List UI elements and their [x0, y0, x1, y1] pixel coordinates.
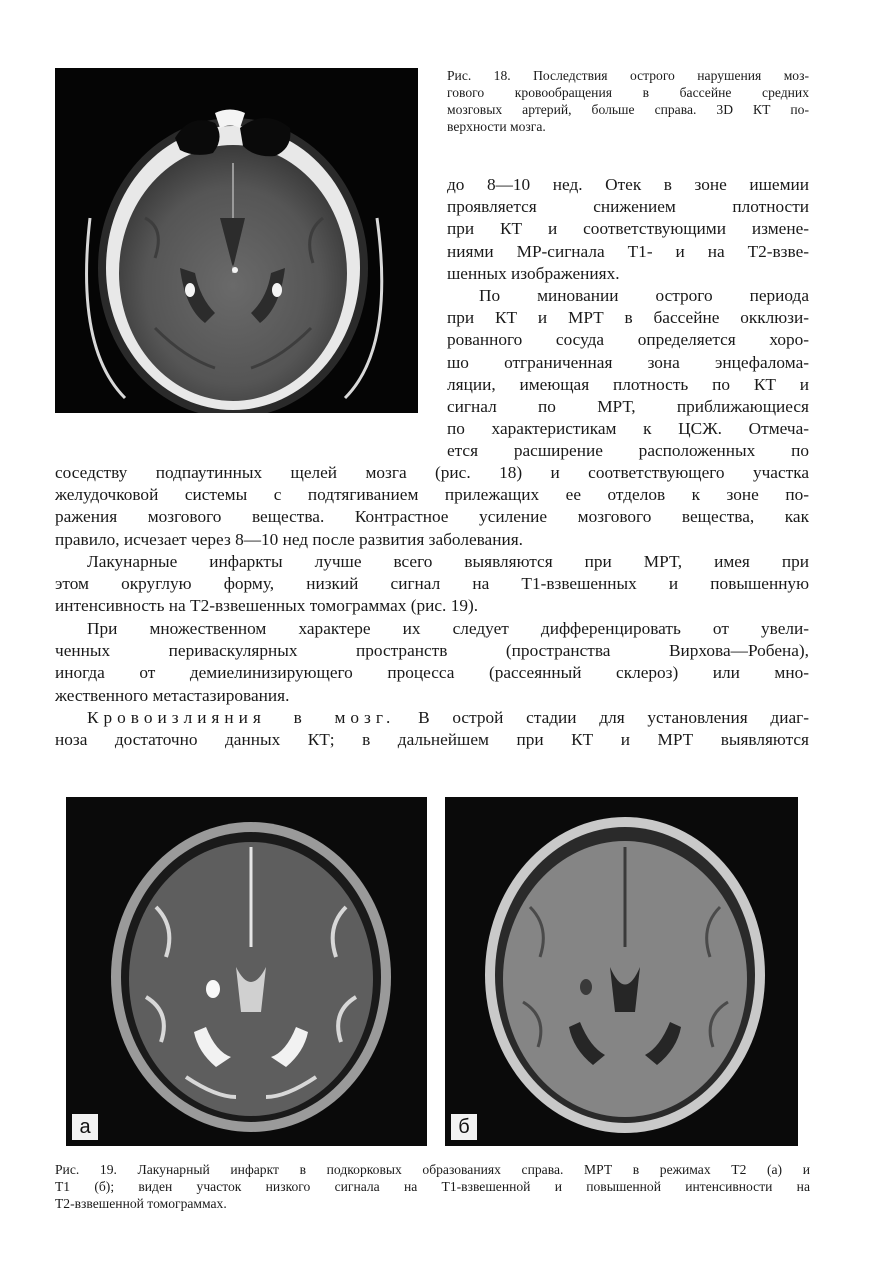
text-line: при КТ и МРТ в бассейне окклюзи- [447, 308, 809, 328]
text-line: жественного метастазирования. [55, 685, 290, 705]
panel-label-a: а [72, 1114, 98, 1140]
section-heading-hemorrhage: Кровоизлияния в мозг. [87, 708, 396, 727]
paragraph-3 [55, 618, 809, 707]
text-line: При множественном характере их следует дифференцировать от увели- [87, 619, 809, 638]
text-line: рованного сосуда определяется хоро- [447, 330, 809, 350]
text-line: шо отграниченная зона энцефалома- [447, 352, 809, 372]
caption-line: гового кровообращения в бассейне средних [447, 85, 809, 100]
text-line: желудочковой системы с подтягиванием прилежащих ее отделов к зоне по- [55, 485, 809, 505]
text-line: ниями МР-сигнала Т1- и на Т2-взве- [447, 241, 809, 261]
panel-label-b: б [451, 1114, 477, 1140]
text-line: этом округлую форму, низкий сигнал на Т1-взвешенных и повышенную [55, 574, 809, 594]
mri-t2-drawing [66, 797, 427, 1146]
text-line: проявляется снижением плотности [447, 197, 809, 217]
text-line: ченных периваскулярных пространств (пространства Вирхова—Робена), [55, 641, 809, 661]
paragraph-2 [55, 551, 809, 618]
text-line: по характеристикам к ЦСЖ. Отмеча- [447, 419, 809, 439]
text-line: правило, исчезает через 8—10 нед после развития заболевания. [55, 529, 523, 549]
paragraph-4 [55, 707, 809, 751]
caption-line: Рис. 18. Последствия острого нарушения моз- [447, 68, 809, 83]
text-line: соседству подпаутинных щелей мозга (рис. 18) и соответствующего участка [55, 463, 809, 482]
column-paragraph [447, 174, 809, 463]
figure-18-caption [447, 67, 809, 135]
text-line: иногда от демиелинизирующего процесса (рассеянный склероз) или мно- [55, 663, 809, 683]
ct-scan-drawing [55, 68, 418, 413]
text-line: ноза достаточно данных КТ; в дальнейшем при КТ и МРТ выявляются [55, 730, 809, 750]
mri-t1-figure-19b [445, 797, 798, 1146]
mri-t2-figure-19a [66, 797, 427, 1146]
text-line: По миновании острого периода [479, 286, 809, 306]
text-line: при КТ и соответствующими измене- [447, 219, 809, 239]
caption-line: Т1 (б); виден участок низкого сигнала на Т1-взвешенной и повышенной интенсивности на [55, 1179, 810, 1194]
paragraph-1 [55, 462, 809, 551]
caption-line: верхности мозга. [447, 119, 546, 134]
text-line: интенсивность на Т2-взвешенных томограммах (рис. 19). [55, 596, 479, 616]
text-line: ражения мозгового вещества. Контрастное усиление мозгового вещества, как [55, 507, 809, 527]
figure-19-caption [55, 1161, 810, 1212]
text-line: Лакунарные инфаркты лучше всего выявляются при МРТ, имея при [87, 552, 809, 571]
text-line: шенных изображениях. [447, 263, 620, 283]
text-line: ляции, имеющая плотность по КТ и [447, 374, 809, 394]
text-fragment: В острой стадии для установления диаг- [418, 708, 809, 727]
ct-scan-figure-18 [55, 68, 418, 413]
text-line: сигнал по МРТ, приближающиеся [447, 397, 809, 417]
text-line: до 8—10 нед. Отек в зоне ишемии [447, 175, 809, 194]
mri-t1-drawing [445, 797, 798, 1146]
text-line: ется расширение расположенных по [447, 441, 809, 461]
text-line [55, 707, 809, 729]
caption-line: Т2-взвешенной томограммах. [55, 1196, 227, 1211]
caption-line: Рис. 19. Лакунарный инфаркт в подкорковых образованиях справа. МРТ в режимах Т2 (а) и [55, 1162, 810, 1177]
caption-line: мозговых артерий, больше справа. 3D КТ по- [447, 102, 809, 117]
